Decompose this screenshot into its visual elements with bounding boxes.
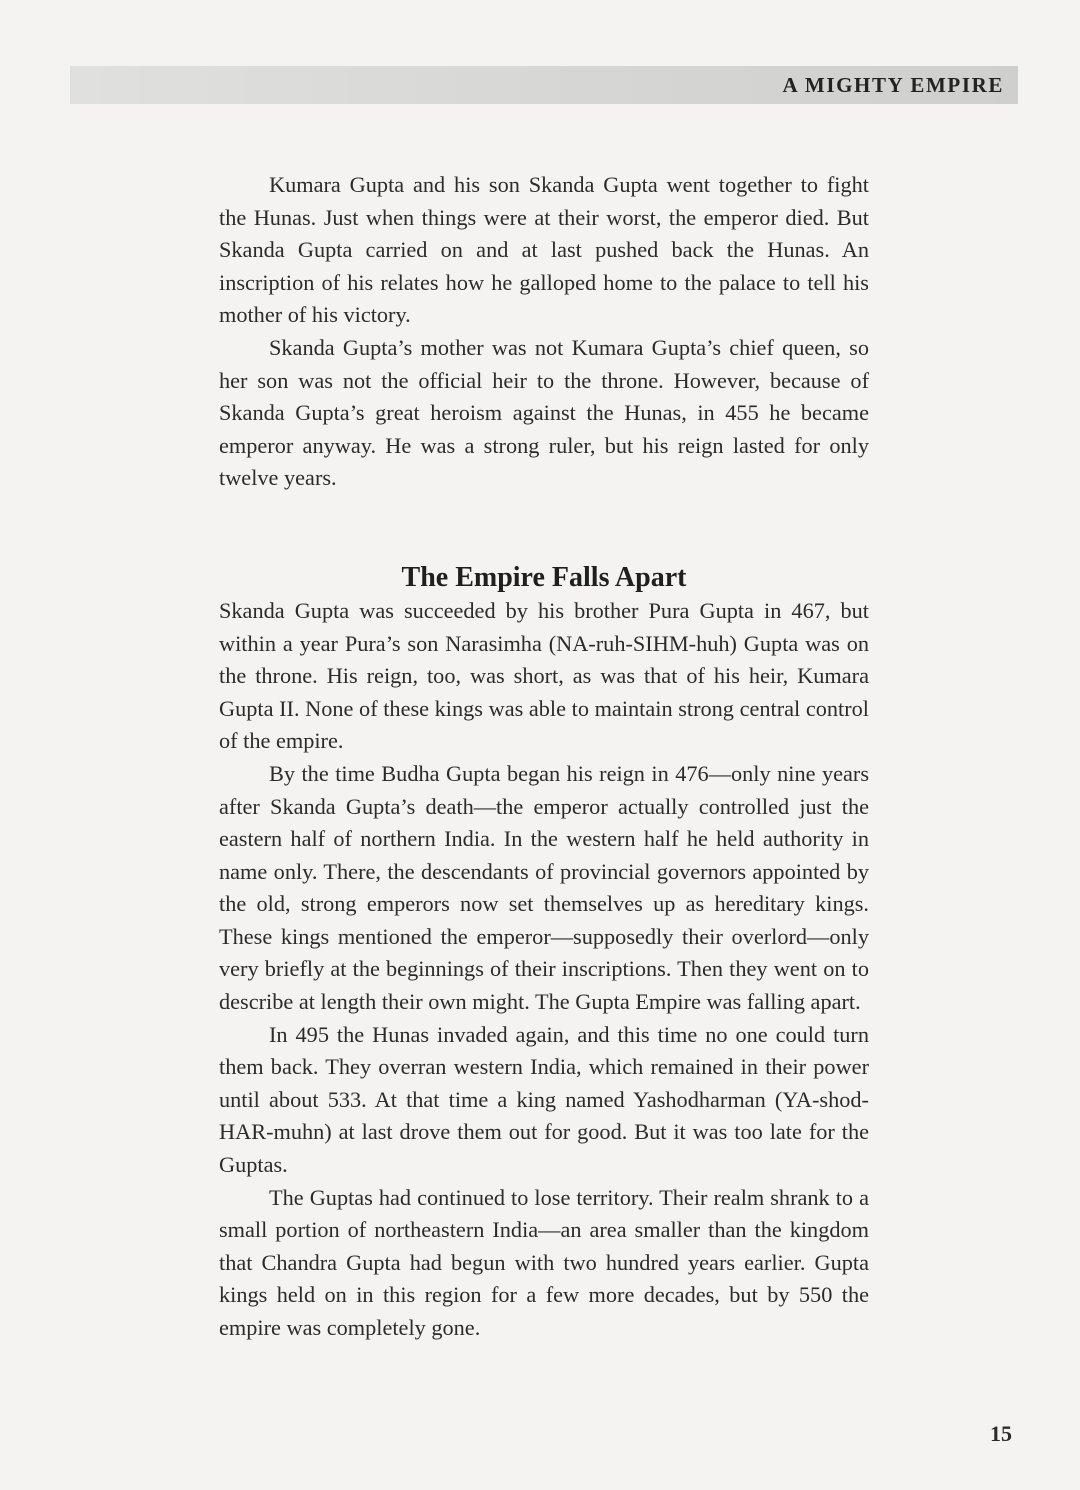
section-paragraph: By the time Budha Gupta began his reign in 476—only nine years after Skanda Gupta’s death—the emperor actually controlled just the eastern half of northern India. In the western half he held authority in name only. There, the descendants of provincial governors appointed by the old, strong emperors now set themselves up as hereditary kings. These kings mentioned the emperor—supposedly their overlord—only very briefly at the beginnings of their inscriptions. Then they went on to describe at length their own might. The Gupta Empire was falling apart. xyxy=(219,760,869,1015)
section-heading: The Empire Falls Apart xyxy=(401,561,687,593)
section-paragraph: Skanda Gupta was succeeded by his brother Pura Gupta in 467, but within a year Pura’s son Narasimha (NA-ruh-SIHM-huh) Gupta was on the throne. His reign, too, was short, as was that of his heir, Kumara Gupta II. None of these kings was able to maintain strong central control of the empire. xyxy=(219,597,869,754)
section-paragraph: In 495 the Hunas invaded again, and this time no one could turn them back. They overran western India, which remained in their power until about 533. At that time a king named Yashodharman (YA-shod-HAR-muhn) at last drove them out for good. But it was too late for the Guptas. xyxy=(219,1021,869,1178)
running-header-title: A MIGHTY EMPIRE xyxy=(782,73,1004,97)
running-header-bar xyxy=(70,66,1018,104)
body-paragraph: Kumara Gupta and his son Skanda Gupta went together to fight the Hunas. Just when things were at their worst, the emperor died. But Skanda Gupta carried on and at last pushed back the Hunas. An inscription of his relates how he galloped home to the palace to tell his mother of his victory. xyxy=(219,172,869,328)
page-content xyxy=(219,169,869,1345)
section-paragraph: The Guptas had continued to lose territory. Their realm shrank to a small portion of northeastern India—an area smaller than the kingdom that Chandra Gupta had begun with two hundred years earlier. Gupta kings held on in this region for a few more decades, but by 550 the empire was completely gone. xyxy=(219,1184,869,1340)
body-paragraph: Skanda Gupta’s mother was not Kumara Gupta’s chief queen, so her son was not the official heir to the throne. However, because of Skanda Gupta’s great heroism against the Hunas, in 455 he became emperor anyway. He was a strong ruler, but his reign lasted for only twelve years. xyxy=(219,334,869,491)
page-number: 15 xyxy=(990,1421,1012,1446)
